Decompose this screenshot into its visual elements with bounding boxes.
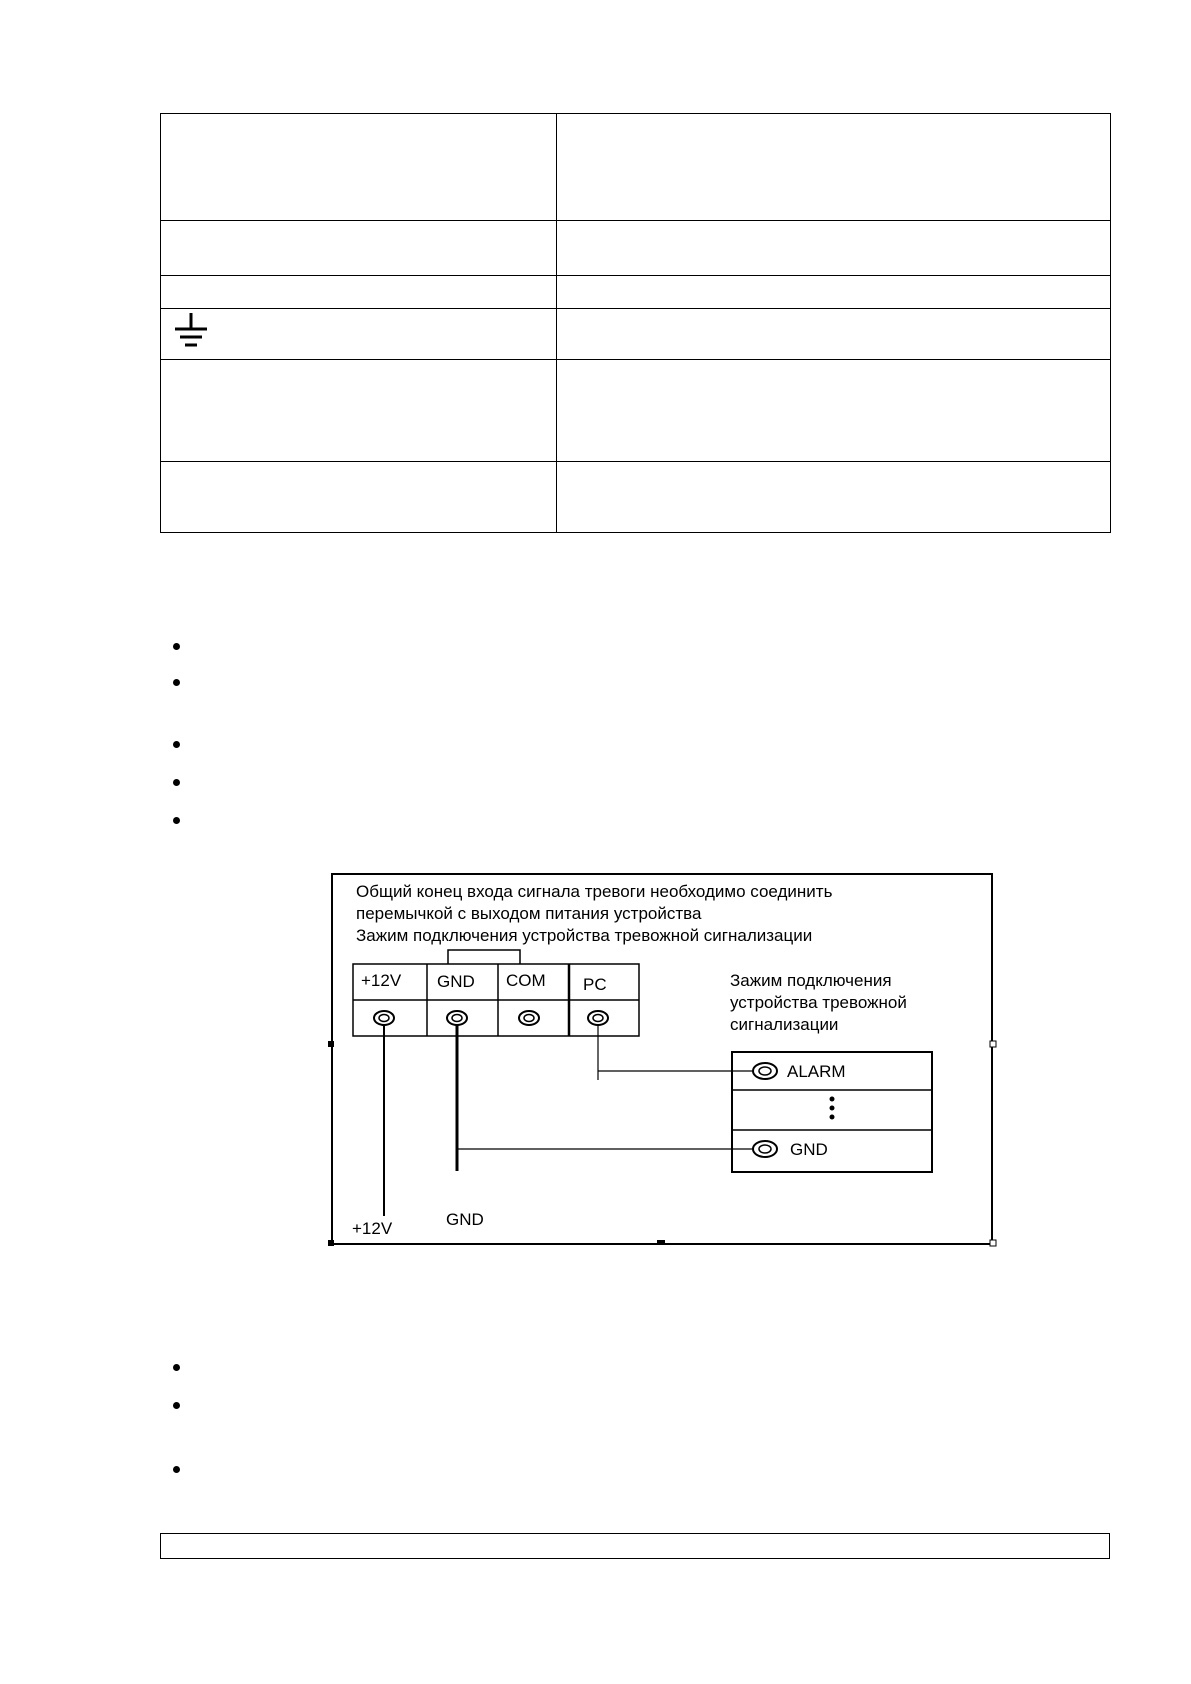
diagram-note-line1: Общий конец входа сигнала тревоги необходимо соединить xyxy=(356,882,833,901)
terminal-block xyxy=(353,964,639,1036)
screw-terminal-icon xyxy=(753,1141,777,1157)
table-cell xyxy=(161,276,557,309)
table-cell xyxy=(161,221,557,276)
terminal-label-pc: PC xyxy=(583,975,607,994)
bottom-label-12v: +12V xyxy=(352,1219,393,1238)
table-row xyxy=(161,114,1111,221)
frame-handle xyxy=(990,1041,996,1047)
frame-handle xyxy=(328,1240,334,1246)
screw-terminal-icon xyxy=(447,1011,467,1025)
table-cell xyxy=(557,114,1111,221)
table-cell xyxy=(557,462,1111,533)
screw-terminal-icon xyxy=(374,1011,394,1025)
spec-table xyxy=(160,113,1111,533)
list-item-bullet xyxy=(173,1466,180,1473)
jumper-wire xyxy=(448,950,520,964)
device-label-line3: сигнализации xyxy=(730,1015,839,1034)
frame-handle xyxy=(328,1041,334,1047)
screw-terminal-icon xyxy=(588,1011,608,1025)
terminal-label-gnd: GND xyxy=(437,972,475,991)
table-cell xyxy=(161,462,557,533)
bottom-label-gnd: GND xyxy=(446,1210,484,1229)
table-cell xyxy=(557,276,1111,309)
table-cell xyxy=(161,309,557,360)
table-cell xyxy=(161,114,557,221)
table-row xyxy=(161,360,1111,462)
table-row xyxy=(161,221,1111,276)
device-label-line2: устройства тревожной xyxy=(730,993,907,1012)
diagram-note-line3: Зажим подключения устройства тревожной сигнализации xyxy=(356,926,813,945)
device-dot xyxy=(830,1115,835,1120)
table-row xyxy=(161,309,1111,360)
table-cell xyxy=(557,221,1111,276)
diagram-note-line2: перемычкой с выходом питания устройства xyxy=(356,904,702,923)
table-cell xyxy=(161,360,557,462)
list-item-bullet xyxy=(173,1402,180,1409)
list-item-bullet xyxy=(173,1364,180,1371)
terminal-label-12v: +12V xyxy=(361,971,402,990)
list-item-bullet xyxy=(173,817,180,824)
table-cell xyxy=(557,309,1111,360)
ground-symbol-icon xyxy=(171,311,211,351)
frame-handle xyxy=(657,1240,665,1245)
list-item-bullet xyxy=(173,741,180,748)
screw-terminal-icon xyxy=(519,1011,539,1025)
terminal-label-com: COM xyxy=(506,971,546,990)
device-label-line1: Зажим подключения xyxy=(730,971,892,990)
list-item-bullet xyxy=(173,679,180,686)
alarm-wiring-diagram xyxy=(326,868,998,1248)
bottom-table-row xyxy=(160,1533,1110,1559)
table-row xyxy=(161,276,1111,309)
diagram-canvas xyxy=(326,868,998,1248)
device-alarm-label: ALARM xyxy=(787,1062,846,1081)
table-row xyxy=(161,462,1111,533)
list-item-bullet xyxy=(173,643,180,650)
device-dot xyxy=(830,1106,835,1111)
list-item-bullet xyxy=(173,779,180,786)
frame-handle xyxy=(990,1240,996,1246)
device-gnd-label: GND xyxy=(790,1140,828,1159)
screw-terminal-icon xyxy=(753,1063,777,1079)
device-dot xyxy=(830,1097,835,1102)
table-cell xyxy=(557,360,1111,462)
alarm-device-block xyxy=(732,1052,932,1172)
